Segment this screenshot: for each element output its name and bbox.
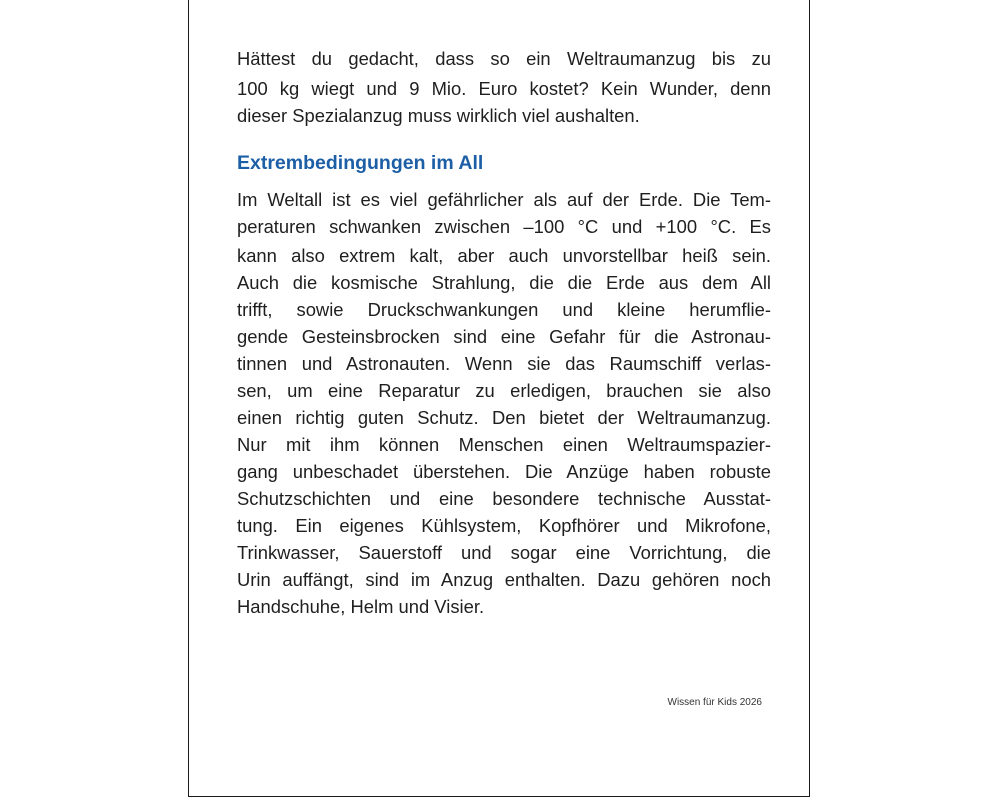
section-heading: Extrembedingungen im All — [237, 152, 484, 174]
body-line: gende Gesteinsbrocken sind eine Gefahr für die Astronau- — [237, 326, 771, 347]
body-line: einen richtig guten Schutz. Den bietet der Weltraumanzug. — [237, 407, 771, 428]
body-line: gang unbeschadet überstehen. Die Anzüge haben robuste — [237, 461, 771, 482]
body-line: kann also extrem kalt, aber auch unvorstellbar heiß sein. — [237, 245, 771, 266]
body-line: trifft, sowie Druckschwankungen und kleine herumflie- — [237, 299, 771, 320]
body-line: Nur mit ihm können Menschen einen Weltraumspazier- — [237, 434, 771, 455]
body-line: Schutzschichten und eine besondere technische Ausstat- — [237, 488, 771, 509]
intro-line: Hättest du gedacht, dass so ein Weltraumanzug bis zu — [237, 48, 771, 69]
body-line: Trinkwasser, Sauerstoff und sogar eine Vorrichtung, die — [237, 542, 771, 563]
intro-line: dieser Spezialanzug muss wirklich viel aushalten. — [237, 105, 640, 126]
intro-line: 100 kg wiegt und 9 Mio. Euro kostet? Kein Wunder, denn — [237, 78, 771, 99]
footer-text: Wissen für Kids 2026 — [667, 697, 762, 708]
body-line: Handschuhe, Helm und Visier. — [237, 596, 485, 617]
body-line: Urin auffängt, sind im Anzug enthalten. Dazu gehören noch — [237, 569, 771, 590]
document-page — [188, 0, 810, 797]
body-line: Auch die kosmische Strahlung, die die Erde aus dem All — [237, 272, 771, 293]
body-line: sen, um eine Reparatur zu erledigen, brauchen sie also — [237, 380, 771, 401]
body-line: Im Weltall ist es viel gefährlicher als auf der Erde. Die Tem- — [237, 189, 771, 210]
body-line: tung. Ein eigenes Kühlsystem, Kopfhörer und Mikrofone, — [237, 515, 771, 536]
body-line: tinnen und Astronauten. Wenn sie das Raumschiff verlas- — [237, 353, 771, 374]
body-line: peraturen schwanken zwischen –100 °C und +100 °C. Es — [237, 216, 771, 237]
